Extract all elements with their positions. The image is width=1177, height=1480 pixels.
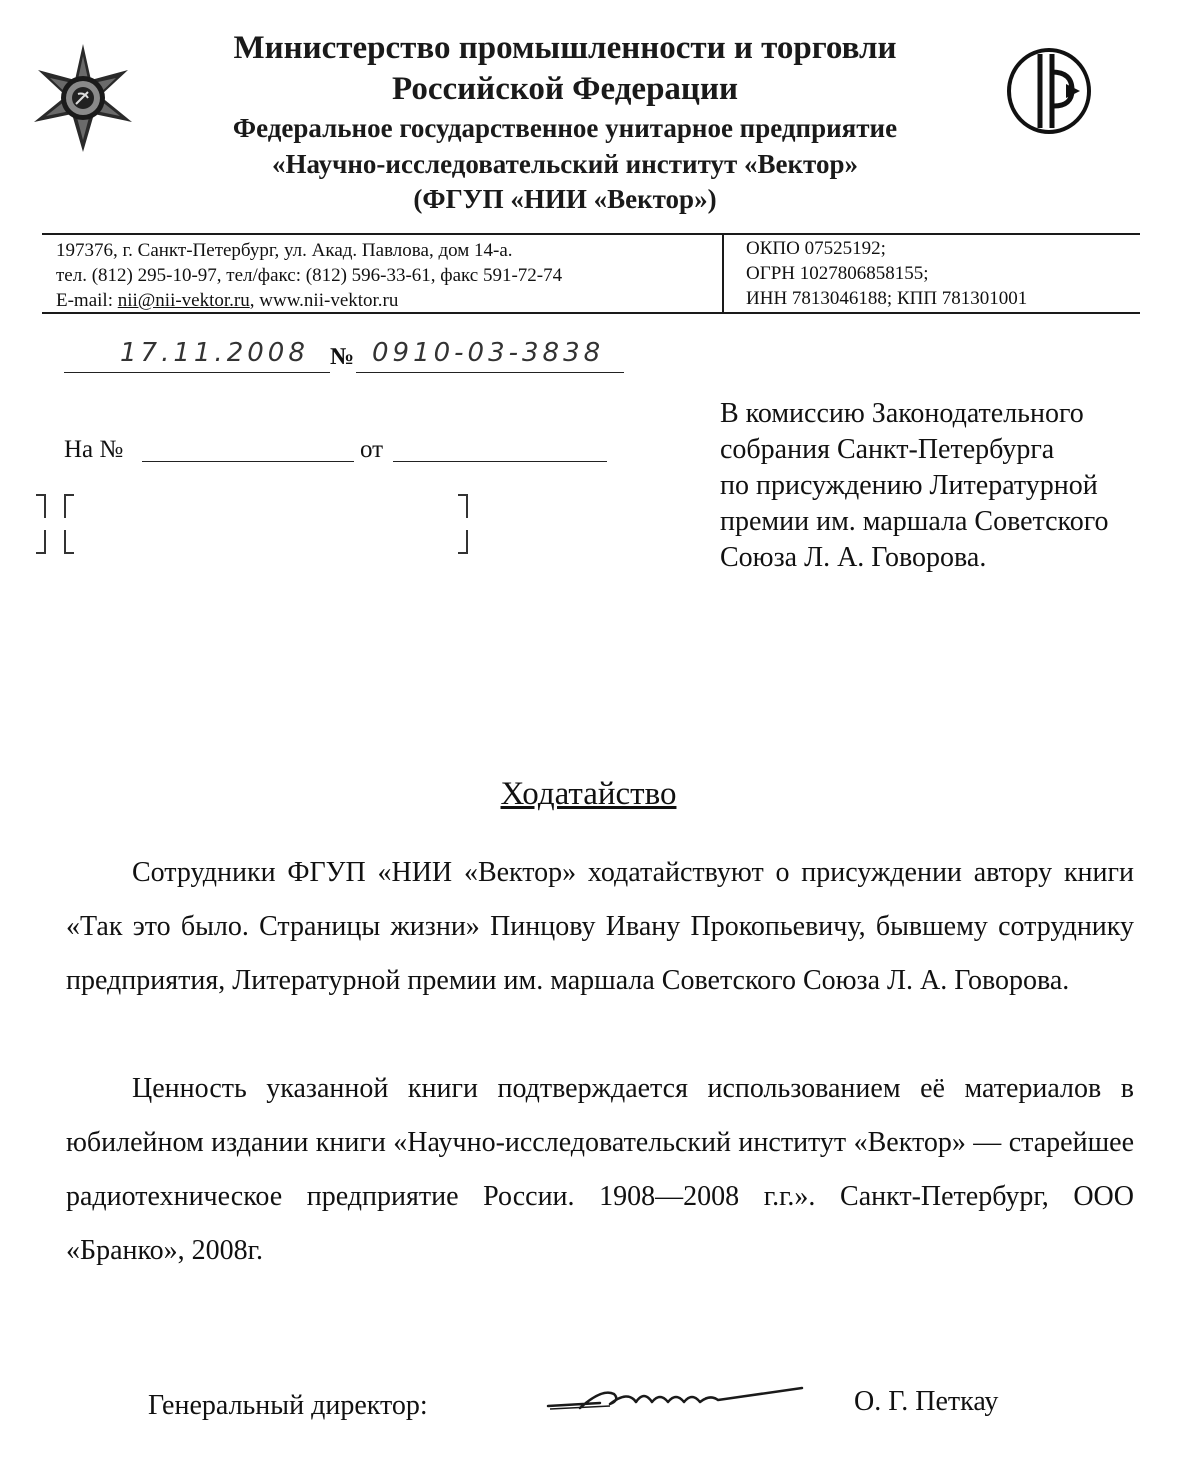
addressee-line: премии им. маршала Советского — [720, 506, 1109, 537]
bracket-right-bottom — [458, 530, 468, 554]
email-label: E-mail: — [56, 290, 118, 311]
contacts-top-rule — [42, 233, 1140, 235]
reference-number-blank — [142, 461, 354, 462]
number-label: № — [330, 344, 355, 370]
registration-number: 0910-03-3838 — [372, 338, 605, 368]
contacts-right — [746, 236, 1027, 311]
signatory-name: О. Г. Петкау — [854, 1386, 999, 1417]
body-paragraph-2: Ценность указанной книги подтверждается использованием её материалов в юбилейном издании книги «Научно-исследовательский институт «Вектор» — старейшее радиотехническое предприятие России. 1908—2008 г.г.». Санкт-Петербург, ООО «Бранко», 2008г. — [66, 1073, 1134, 1266]
postal-address: 197376, г. Санкт-Петербург, ул. Акад. Павлова, дом 14-а. — [56, 240, 513, 261]
reference-date-blank — [393, 461, 607, 462]
ogrn-code: ОГРН 1027806858155; — [746, 263, 929, 284]
addressee-line: собрания Санкт-Петербурга — [720, 434, 1055, 465]
okpo-code: ОКПО 07525192; — [746, 238, 886, 259]
addressee — [720, 396, 1160, 576]
website-link[interactable]: , www.nii-vektor.ru — [249, 290, 399, 311]
contacts-left — [56, 238, 562, 313]
signatory-position: Генеральный директор: — [148, 1390, 428, 1421]
organization-line-2: «Научно-исследовательский институт «Вектор» — [272, 149, 858, 179]
email-line — [56, 288, 562, 313]
organization-short-name: (ФГУП «НИИ «Вектор») — [413, 184, 717, 214]
email-link[interactable]: nii@nii-vektor.ru — [117, 290, 250, 311]
inn-kpp-code: ИНН 7813046188; КПП 781301001 — [746, 288, 1028, 309]
addressee-line: В комиссию Законодательного — [720, 398, 1084, 429]
body-paragraph-1: Сотрудники ФГУП «НИИ «Вектор» ходатайствуют о присуждении автору книги «Так это было. Страницы жизни» Пинцову Ивану Прокопьевичу, бывшему сотруднику предприятия, Литературной премии им. маршала Советского Союза Л. А. Говорова. — [66, 857, 1134, 996]
handwritten-signature — [540, 1370, 810, 1420]
document-heading: Ходатайство — [500, 776, 677, 812]
bracket-outer-top — [36, 494, 46, 518]
registration-date: 17.11.2008 — [120, 338, 309, 368]
date-underline — [64, 372, 330, 373]
addressee-line: по присуждению Литературной — [720, 470, 1098, 501]
bracket-left-top — [64, 494, 74, 518]
organization-line-1: Федеральное государственное унитарное предприятие — [232, 113, 898, 143]
institute-logo-icon — [1006, 48, 1092, 134]
ministry-line-2: Российской Федерации — [392, 71, 738, 107]
phone-numbers: тел. (812) 295-10-97, тел/факс: (812) 596-33-61, факс 591-72-74 — [56, 265, 563, 286]
bracket-left-bottom — [64, 530, 74, 554]
reference-date-label: от — [360, 436, 384, 463]
ministry-line-1: Министерство промышленности и торговли — [233, 30, 897, 66]
addressee-line: Союза Л. А. Говорова. — [720, 542, 987, 573]
bracket-outer-bottom — [36, 530, 46, 554]
contacts-divider — [722, 234, 724, 313]
number-underline — [356, 372, 624, 373]
order-emblem-icon — [28, 42, 138, 154]
reference-number-label: На № — [64, 436, 124, 463]
bracket-right-top — [458, 494, 468, 518]
